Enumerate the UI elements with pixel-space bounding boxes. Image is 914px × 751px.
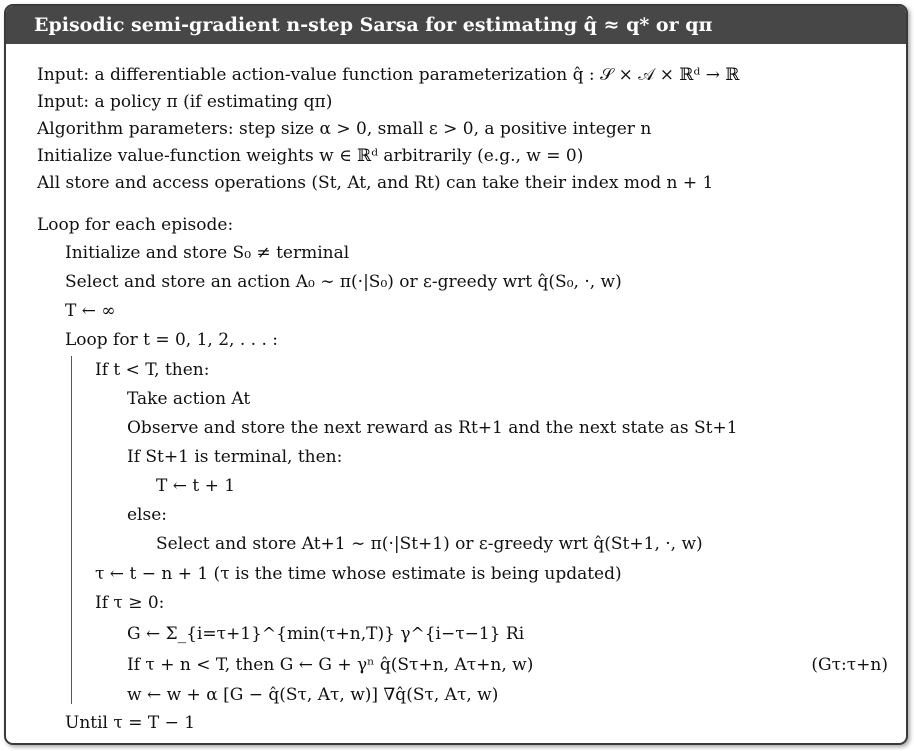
header-line-input-policy: Input: a policy π (if estimating qπ) [37,92,333,112]
algorithm-title: Episodic semi-gradient n-step Sarsa for estimating q̂ ≈ q* or qπ [6,6,906,44]
until-tau: Until τ = T − 1 [65,713,196,733]
observe-store: Observe and store the next reward as Rt+1 and the next state as St+1 [127,418,738,438]
weight-update: w ← w + α [G − q̂(Sτ, Aτ, w)] ∇q̂(Sτ, Aτ, w) [127,685,499,705]
if-terminal: If St+1 is terminal, then: [127,447,343,467]
select-a0: Select and store an action A₀ ∼ π(·|S₀) or ε-greedy wrt q̂(S₀, ·, w) [65,272,622,292]
t-infinity: T ← ∞ [65,301,116,321]
if-tau-nonneg: If τ ≥ 0: [95,593,165,613]
if-t-less-T: If t < T, then: [95,360,210,380]
take-action: Take action At [127,389,251,409]
header-line-store-access: All store and access operations (St, At, and Rt) can take their index mod n + 1 [37,173,714,193]
set-T: T ← t + 1 [156,476,236,496]
algorithm-box [4,4,908,745]
header-line-parameters: Algorithm parameters: step size α > 0, small ε > 0, a positive integer n [37,119,652,139]
else: else: [127,505,168,525]
header-line-input-function: Input: a differentiable action-value function parameterization q̂ : 𝒮 × 𝒜 × ℝᵈ → ℝ [37,65,740,85]
inner-loop-bar [71,356,72,704]
select-next-action: Select and store At+1 ∼ π(·|St+1) or ε-greedy wrt q̂(St+1, ·, w) [156,534,703,554]
bootstrap-update: If τ + n < T, then G ← G + γⁿ q̂(Sτ+n, Aτ+n, w) [127,655,534,675]
return-label: (Gτ:τ+n) [811,655,888,675]
loop-for-t: Loop for t = 0, 1, 2, . . . : [65,330,279,350]
header-line-initialize-weights: Initialize value-function weights w ∈ ℝᵈ arbitrarily (e.g., w = 0) [37,146,584,166]
tau-update: τ ← t − n + 1 (τ is the time whose estimate is being updated) [95,564,622,584]
initialize-s0: Initialize and store S₀ ≠ terminal [65,243,350,263]
return-sum: G ← Σ_{i=τ+1}^{min(τ+n,T)} γ^{i−τ−1} Ri [127,624,525,644]
loop-each-episode: Loop for each episode: [37,215,234,235]
